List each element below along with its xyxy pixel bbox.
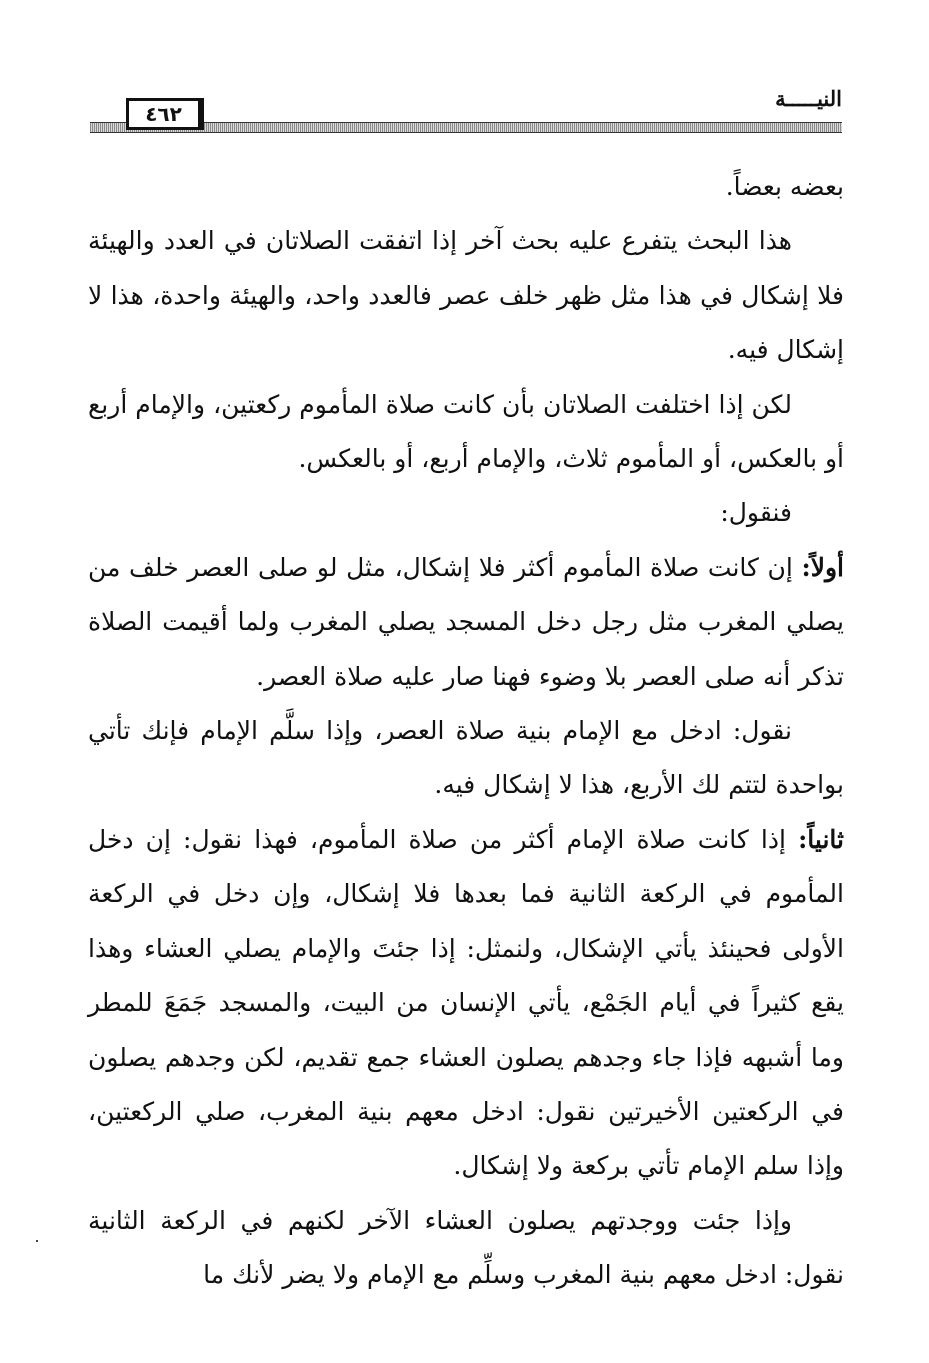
running-title: النيـــــة	[775, 86, 842, 111]
paragraph	[88, 541, 844, 704]
paragraph-text: فنقول:	[720, 498, 792, 528]
paragraph	[88, 160, 844, 214]
paragraph-lead: أولاً:	[801, 552, 844, 582]
paragraph-text: لكن إذا اختلفت الصلاتان بأن كانت صلاة المأموم ركعتين، والإمام أربع أو بالعكس، أو المأموم ثلاث، والإمام أربع، أو بالعكس.	[88, 389, 844, 474]
paragraph	[88, 214, 844, 377]
paragraph	[88, 378, 844, 487]
paragraph-text: نقول: ادخل مع الإمام بنية صلاة العصر، وإذا سلَّم الإمام فإنك تأتي بواحدة لتتم لك الأربع، هذا لا إشكال فيه.	[88, 716, 844, 800]
paragraph	[88, 704, 844, 813]
paragraph-text: إذا كانت صلاة الإمام أكثر من صلاة المأموم، فهذا نقول: إن دخل المأموم في الركعة الثانية فما بعدها فلا إشكال، وإن دخل في الركعة الأولى فحينئذ يأتي الإشكال، ولنمثل: إذا جئتَ والإمام يصلي العشاء وهذا يقع كثيراً في أيام الجَمْع، يأتي الإنسان من البيت، والمسجد جَمَعَ للمطر وما أشبهه فإذا جاء وجدهم يصلون العشاء جمع تقديم، لكن وجدهم يصلون في الركعتين الأخيرتين نقول: ادخل معهم بنية المغرب، صلي الركعتين، وإذا سلم الإمام تأتي بركعة ولا إشكال.	[88, 824, 844, 1181]
page-header	[90, 82, 842, 140]
page-number: ٤٦٢	[126, 98, 204, 130]
paragraph	[88, 1194, 844, 1303]
paragraph	[88, 813, 844, 1194]
paragraph-lead: ثانياً:	[798, 824, 844, 854]
scan-speck	[36, 1240, 38, 1242]
paragraph	[88, 486, 844, 540]
body-text	[88, 160, 844, 1303]
paragraph-text: إن كانت صلاة المأموم أكثر فلا إشكال، مثل لو صلى العصر خلف من يصلي المغرب مثل رجل دخل المسجد يصلي المغرب ولما أقيمت الصلاة تذكر أنه صلى العصر بلا وضوء فهنا صار عليه صلاة العصر.	[88, 552, 844, 691]
paragraph-text: وإذا جئت ووجدتهم يصلون العشاء الآخر لكنهم في الركعة الثانية نقول: ادخل معهم بنية المغرب وسلِّم مع الإمام ولا يضر لأنك ما	[88, 1205, 844, 1290]
paragraph-text: بعضه بعضاً.	[725, 172, 844, 201]
paragraph-text: هذا البحث يتفرع عليه بحث آخر إذا اتفقت الصلاتان في العدد والهيئة فلا إشكال في هذا مثل ظهر خلف عصر فالعدد واحد، والهيئة واحدة، هذا لا إشكال فيه.	[88, 226, 844, 365]
